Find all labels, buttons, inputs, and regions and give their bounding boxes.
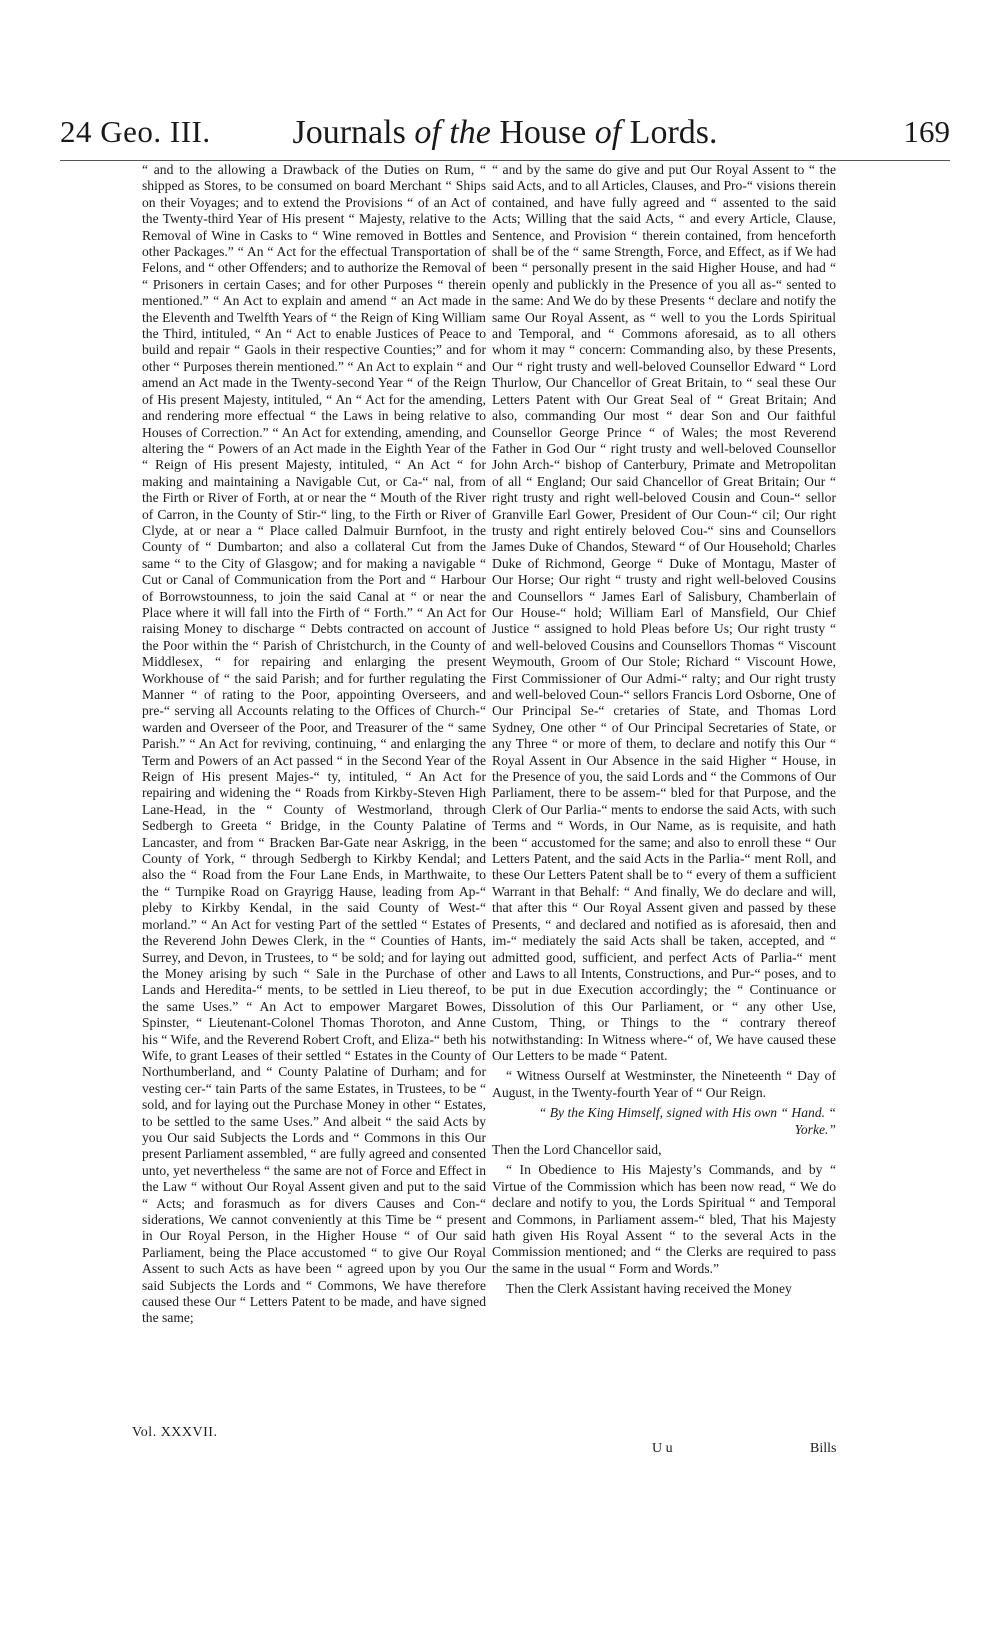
running-title	[60, 114, 950, 152]
catchword: Bills	[810, 1441, 837, 1456]
left-paragraph-1: “ and to the allowing a Drawback of the Duties on Rum, “ shipped as Stores, to be consumed on board Merchant “ Ships on their Voyages; and to extend the Provisions “ of an Act of the Twenty-third Year of His present “ Majesty, relative to the Removal of Wine in Casks to “ Wine removed in Bottles and other Packages.” “ An “ Act for the effectual Transportation of Felons, and “ other Offenders; and to authorize the Removal of “ Prisoners in certain Cases; and for other Purposes “ therein mentioned.” “ An Act to explain and amend “ an Act made in the Eleventh and Twelfth Years of “ the Reign of King William the Third, intituled, “ An “ Act to enable Justices of Peace to build and repair “ Gaols in their respective Counties;” and for other “ Purposes therein mentioned.” “ An Act to explain “ and amend an Act made in the Twenty-second Year “ of the Reign of His present Majesty, intituled, “ An “ Act for the amending, and rendering more effectual “ the Laws in being relative to Houses of Correction.” “ An Act for extending, amending, and altering the “ Powers of an Act made in the Eighth Year of the “ Reign of His present Majesty, intituled, “ An Act “ for making and maintaining a Navigable Cut, or Ca-“ nal, from the Firth or River of Forth, at or near the “ Mouth of the River of Carron, in the County of Stir-“ ling, to the Firth or River of Clyde, at or near a “ Place called Dalmuir Burnfoot, in the County of “ Dumbarton; and also a collateral Cut from the same “ to the City of Glasgow; and for making a navigable “ Cut or Canal of Communication from the Port and “ Harbour of Borrowstounness, to join the said Canal at “ or near the Place where it will fall into the Firth of “ Forth.” “ An Act for raising Money to discharge “ Debts contracted on account of the Poor within the “ Parish of Christchurch, in the County of Middlesex, “ for repairing and enlarging the present Workhouse of “ the said Parish; and for further regulating the Manner “ of rating to the Poor, appointing Overseers, and pre-“ serving all Accounts relating to the Offices of Church-“ warden and Overseer of the Poor, and Treasurer of the “ same Parish.” “ An Act for reviving, continuing, “ and enlarging the Term and Powers of an Act passed “ in the Second Year of the Reign of His present Majes-“ ty, intituled, “ An Act for repairing and widening the “ Roads from Kirkby-Steven High Lane-Head, in the “ County of Westmorland, through Sedbergh to Greeta “ Bridge, in the County Palatine of Lancaster, and from “ Bracken Bar-Gate near Askrigg, in the County of York, “ through Sedbergh to Kirkby Kendal; and also the “ Road from the Four Lane Ends, in Marthwaite, to the “ Turnpike Road on Grayrigg Hause, leading from Ap-“ pleby to Kirkby Kendal, in the said County of West-“ morland.” “ An Act for vesting Part of the settled “ Estates of the Reverend John Dewes Clerk, in the “ Counties of Hants, Surrey, and Devon, in Trustees, to “ be sold; and for laying out the Money arising by such “ Sale in the Purchase of other Lands and Heredita-“ ments, to be settled in Lieu thereof, to the same Uses.” “ An Act to empower Margaret Bowes, Spinster, “ Lieutenant-Colonel Thomas Thoroton, and Anne his “ Wife, and the Reverend Robert Croft, and Eliza-“ beth his Wife, to grant Leases of their settled “ Estates in the County of Northumberland, and “ County Palatine of Durham; and for vesting cer-“ tain Parts of the same Estates, in Trustees, to be “ sold, and for laying out the Purchase Money in other “ Estates, to be settled to the same Uses.” And albeit “ the said Acts by you Our said Subjects the Lords and “ Commons in this Our present Parliament assembled, “ are fully agreed and consented unto, yet nevertheless “ the same are not of Force and Effect in the Law “ without Our Royal Assent given and put to the said “ Acts; and forasmuch as for divers Causes and Con-“ siderations, We cannot conveniently at this Time be “ present in Our Royal Person, in the Higher House “ of Our said Parliament, being the Place accustomed “ to give Our Royal Assent to such Acts as have been “ agreed upon by you Our said Subjects the Lords and “ Commons, We have therefore caused these Our “ Letters Patent to be made, and have signed the same;	[142, 162, 486, 1326]
right-paragraph-1: “ and by the same do give and put Our Royal Assent to “ the said Acts, and to all Articles, Clauses, and Pro-“ visions therein contained, and have fully agreed and “ assented to the said Acts; Willing that the said Acts, “ and every Article, Clause, Sentence, and Provision “ therein contained, from henceforth shall be of the “ same Strength, Force, and Effect, as if We had been “ personally present in the said Higher House, and had “ openly and publickly in the Presence of you all as-“ sented to the same: And We do by these Presents “ declare and notify the same Our Royal Assent, as “ well to you the Lords Spiritual and Temporal, and “ Commons aforesaid, as to all others whom it may “ concern: Commanding also, by these Presents, Our “ right trusty and well-beloved Counsellor Edward “ Lord Thurlow, Our Chancellor of Great Britain, to “ seal these Our Letters Patent with Our Great Seal of “ Great Britain; And also, commanding Our most “ dear Son and Our faithful Counsellor George Prince “ of Wales; the most Reverend Father in God Our “ right trusty and well-beloved Counsellor John Arch-“ bishop of Canterbury, Primate and Metropolitan of all “ England; Our said Chancellor of Great Britain; Our “ right trusty and right well-beloved Cousin and Coun-“ sellor Granville Earl Gower, President of Our Coun-“ cil; Our right trusty and right entirely beloved Cou-“ sins and Counsellors James Duke of Chandos, Steward “ of Our Household; Charles Duke of Richmond, George “ Duke of Montagu, Master of Our Horse; Our right “ trusty and right well-beloved Cousins and Counsellors “ James Earl of Salisbury, Chamberlain of Our House-“ hold; William Earl of Mansfield, Our Chief Justice “ assigned to hold Pleas before Us; Our right trusty “ and well-beloved Cousins and Counsellors Thomas “ Viscount Weymouth, Groom of Our Stole; Richard “ Viscount Howe, First Commissioner of Our Admi-“ ralty; and Our right trusty and well-beloved Coun-“ sellors Francis Lord Osborne, One of Our Principal Se-“ cretaries of State, and Thomas Lord Sydney, One other “ of Our Principal Secretaries of State, or any Three “ or more of them, to declare and notify this Our “ Royal Assent in Our Absence in the said Higher “ House, in the Presence of you, the said Lords and “ the Commons of Our Parliament, there to be assem-“ bled for that Purpose, and the Clerk of Our Parlia-“ ments to endorse the said Acts, with such Terms and “ Words, in Our Name, as is requisite, and hath been “ accustomed for the same; and also to enroll these “ Our Letters Patent, and the said Acts in the Parlia-“ ment Roll, and these Our Letters Patent shall be to “ every of them a sufficient Warrant in that Behalf: “ And finally, We do declare and will, that after this “ Our Royal Assent given and passed by these Presents, “ and declared and notified as is aforesaid, then and im-“ mediately the said Acts shall be taken, accepted, and “ admitted good, sufficient, and perfect Acts of Parlia-“ ment and Laws to all Intents, Constructions, and Pur-“ poses, and to be put in due Execution accordingly; the “ Continuance or Dissolution of this Our Parliament, or “ any other Use, Custom, Thing, or Things to the “ contrary thereof notwithstanding: In Witness where-“ of, We have caused these Our Letters to be made “ Patent.	[492, 162, 836, 1063]
clerk-assistant-paragraph: Then the Clerk Assistant having received the Money	[506, 1281, 792, 1297]
title-part-journals: Journals	[292, 114, 415, 151]
chancellor-declaration: “ In Obedience to His Majesty’s Commands, and by “ Virtue of the Commission which has been now read, “ We do declare and notify to you, the Lords Spiritual “ and Temporal and Commons, in Parliament assem-“ bled, That his Majesty hath given His Royal Assent “ to the several Acts in the Commission mentioned; and “ the Clerks are required to pass the same in the usual “ Form and Words.”	[492, 1162, 836, 1276]
header-rule	[60, 160, 950, 161]
page-header	[60, 114, 950, 164]
regnal-year: 24 Geo. III.	[60, 114, 211, 149]
page-number: 169	[903, 114, 950, 149]
title-part-house: House	[499, 114, 587, 151]
title-part-the: the	[440, 114, 500, 151]
title-part-of: of	[414, 114, 441, 151]
signature-mark: U u	[652, 1441, 673, 1456]
volume-label: Vol. XXXVII.	[132, 1425, 218, 1440]
title-part-lords: Lords.	[629, 114, 718, 151]
title-part-of2: of	[586, 114, 630, 151]
witness-paragraph: “ Witness Ourself at Westminster, the Nineteenth “ Day of August, in the Twenty-fourth Year of “ Our Reign.	[492, 1068, 836, 1100]
right-column	[492, 162, 836, 1298]
signature-paragraph: “ By the King Himself, signed with His own “ Hand. “ Yorke.”	[538, 1105, 836, 1137]
left-column	[142, 162, 486, 1327]
chancellor-said: Then the Lord Chancellor said,	[492, 1141, 662, 1157]
